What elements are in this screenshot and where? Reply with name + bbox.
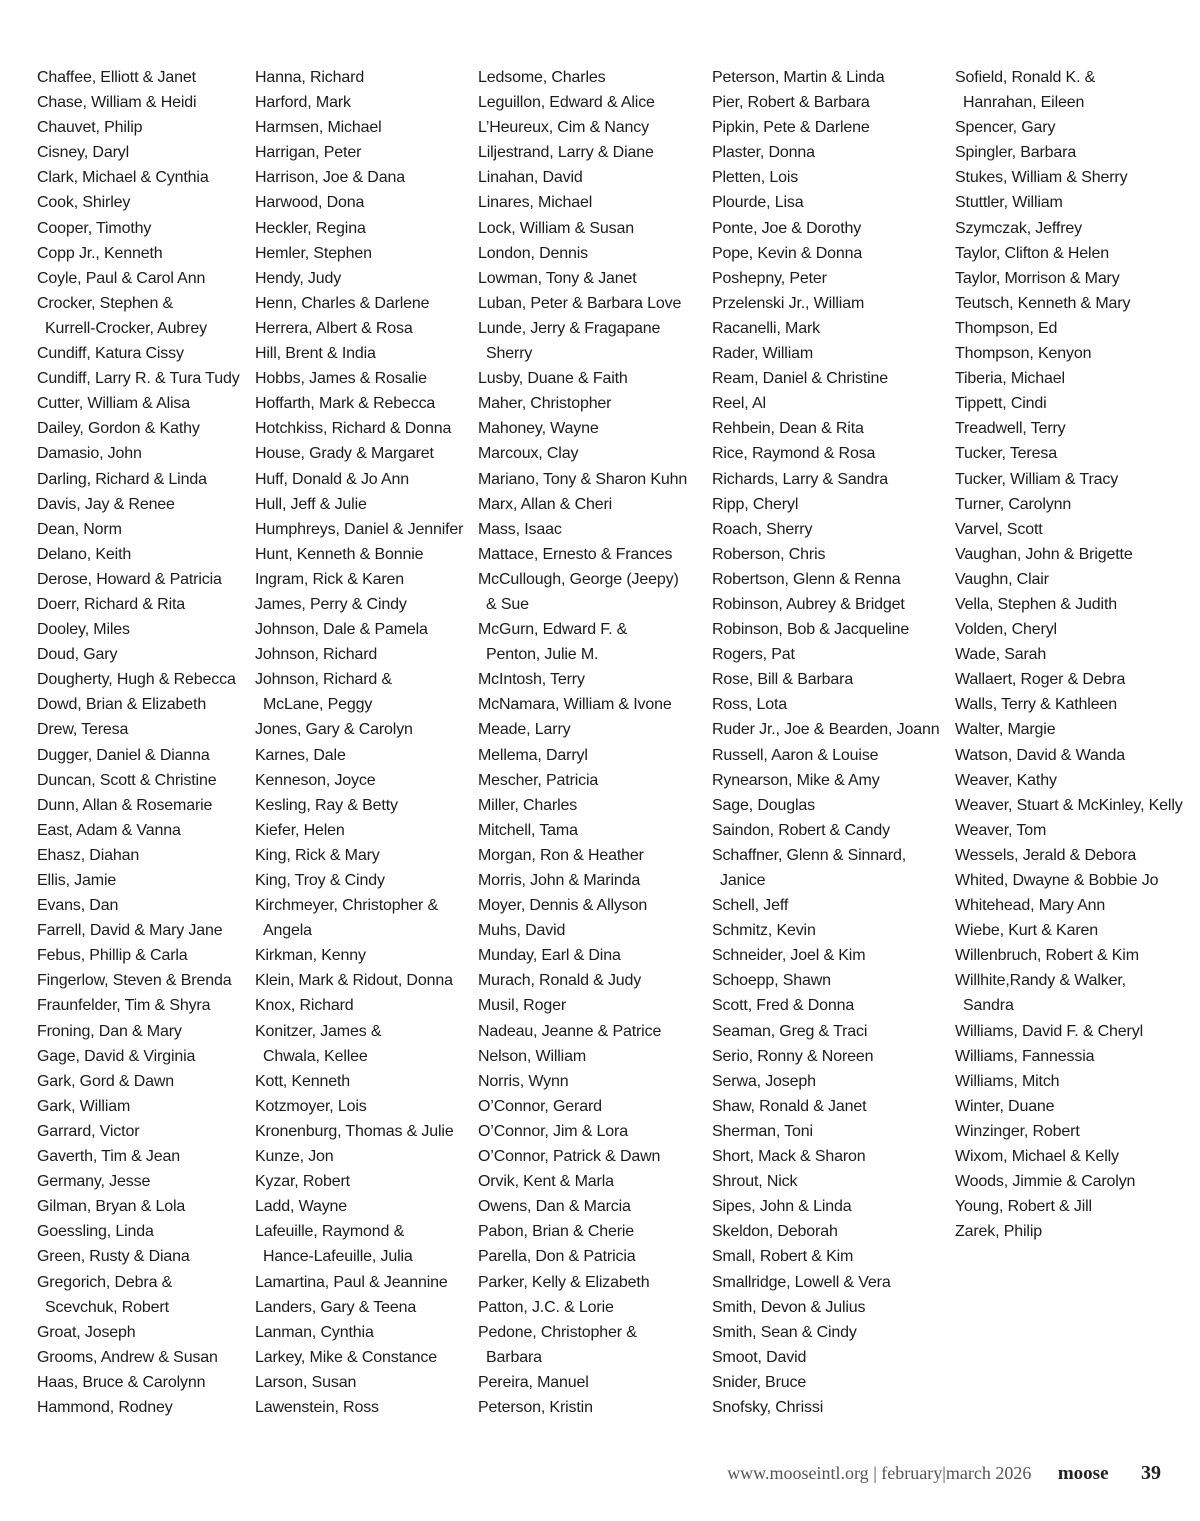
name-entry: Dougherty, Hugh & Rebecca bbox=[37, 671, 236, 689]
name-entry: Clark, Michael & Cynthia bbox=[37, 169, 209, 187]
name-entry: Wixom, Michael & Kelly bbox=[955, 1148, 1119, 1166]
name-entry: Stuttler, William bbox=[955, 194, 1063, 212]
name-entry: Schoepp, Shawn bbox=[712, 972, 831, 990]
name-entry: Schmitz, Kevin bbox=[712, 922, 816, 940]
name-entry: Tucker, Teresa bbox=[955, 445, 1057, 463]
name-entry: Delano, Keith bbox=[37, 545, 132, 563]
name-entry: Lanman, Cynthia bbox=[255, 1323, 374, 1341]
name-entry: Serwa, Joseph bbox=[712, 1072, 816, 1090]
name-entry-continuation: Hance-Lafeuille, Julia bbox=[263, 1248, 413, 1266]
name-entry: Konitzer, James & bbox=[255, 1022, 382, 1040]
name-entry: Short, Mack & Sharon bbox=[712, 1148, 866, 1166]
name-entry: McCullough, George (Jeepy) bbox=[478, 570, 679, 588]
name-entry: Cisney, Daryl bbox=[37, 144, 129, 162]
name-entry: Johnson, Richard & bbox=[255, 671, 392, 689]
name-entry-continuation: Chwala, Kellee bbox=[263, 1047, 368, 1065]
name-entry: Cooper, Timothy bbox=[37, 219, 152, 237]
name-entry: Hanna, Richard bbox=[255, 69, 365, 86]
name-entry: Vella, Stephen & Judith bbox=[955, 595, 1118, 613]
name-entry: Hotchkiss, Richard & Donna bbox=[255, 420, 452, 438]
name-entry: Green, Rusty & Diana bbox=[37, 1248, 190, 1266]
name-entry: Zarek, Philip bbox=[955, 1223, 1042, 1241]
name-entry: Hammond, Rodney bbox=[37, 1398, 173, 1416]
name-entry: Thompson, Kenyon bbox=[955, 345, 1092, 363]
name-entry: Groat, Joseph bbox=[37, 1323, 136, 1341]
name-entry: Herrera, Albert & Rosa bbox=[255, 319, 413, 337]
name-entry: Orvik, Kent & Marla bbox=[478, 1173, 614, 1191]
name-entry: Whitehead, Mary Ann bbox=[955, 897, 1106, 915]
name-entry: Lowman, Tony & Janet bbox=[478, 269, 637, 287]
name-entry: Marcoux, Clay bbox=[478, 445, 579, 463]
name-entry: Walter, Margie bbox=[955, 721, 1056, 739]
name-entry: Treadwell, Terry bbox=[955, 420, 1066, 438]
name-entry: Kenneson, Joyce bbox=[255, 771, 376, 789]
name-entry: Kyzar, Robert bbox=[255, 1173, 350, 1191]
name-entry: Chaffee, Elliott & Janet bbox=[37, 69, 196, 86]
name-entry: Kesling, Ray & Betty bbox=[255, 796, 398, 814]
name-entry: Woods, Jimmie & Carolyn bbox=[955, 1173, 1136, 1191]
name-entry: Ehasz, Diahan bbox=[37, 846, 140, 864]
name-entry: Turner, Carolynn bbox=[955, 495, 1072, 513]
name-entry: Racanelli, Mark bbox=[712, 319, 821, 337]
name-entry: Ellis, Jamie bbox=[37, 872, 117, 889]
name-entry: Chase, William & Heidi bbox=[37, 94, 197, 112]
name-entry: Munday, Earl & Dina bbox=[478, 947, 621, 965]
name-entry: Rader, William bbox=[712, 345, 814, 363]
name-entry: O’Connor, Gerard bbox=[478, 1097, 602, 1115]
name-entry: Pipkin, Pete & Darlene bbox=[712, 119, 870, 137]
footer-issue-date: february|march 2026 bbox=[881, 1463, 1032, 1483]
name-entry: Mescher, Patricia bbox=[478, 771, 599, 789]
name-entry: Hendy, Judy bbox=[255, 269, 342, 287]
name-entry: Ponte, Joe & Dorothy bbox=[712, 219, 862, 237]
name-entry: Poshepny, Peter bbox=[712, 269, 827, 287]
name-entry-continuation: McLane, Peggy bbox=[263, 696, 373, 714]
name-entry: Robinson, Bob & Jacqueline bbox=[712, 621, 910, 639]
name-entry: Saindon, Robert & Candy bbox=[712, 821, 890, 839]
name-entry-continuation: Kurrell-Crocker, Aubrey bbox=[45, 319, 207, 337]
name-entry: Kunze, Jon bbox=[255, 1148, 334, 1166]
name-entry: Reel, Al bbox=[712, 395, 766, 413]
name-entry: Muhs, David bbox=[478, 922, 566, 940]
name-entry: Germany, Jesse bbox=[37, 1173, 151, 1191]
name-entry: Plaster, Donna bbox=[712, 144, 815, 162]
name-entry: Peterson, Kristin bbox=[478, 1398, 593, 1416]
name-entry: Vaughan, John & Brigette bbox=[955, 545, 1133, 563]
name-entry: Johnson, Richard bbox=[255, 646, 378, 664]
name-entry: Mariano, Tony & Sharon Kuhn bbox=[478, 470, 688, 488]
name-entry: Przelenski Jr., William bbox=[712, 294, 865, 312]
name-entry: Gage, David & Virginia bbox=[37, 1047, 196, 1065]
name-entry: Cook, Shirley bbox=[37, 194, 131, 212]
name-entry: James, Perry & Cindy bbox=[255, 595, 407, 613]
name-entry: Parker, Kelly & Elizabeth bbox=[478, 1273, 650, 1291]
name-entry: Lamartina, Paul & Jeannine bbox=[255, 1273, 448, 1291]
name-entry: Gark, William bbox=[37, 1097, 131, 1115]
name-entry: Sipes, John & Linda bbox=[712, 1198, 852, 1216]
name-entry: Pabon, Brian & Cherie bbox=[478, 1223, 635, 1241]
name-entry: Goessling, Linda bbox=[37, 1223, 154, 1241]
name-entry: Mattace, Ernesto & Frances bbox=[478, 545, 673, 563]
name-entry: Pier, Robert & Barbara bbox=[712, 94, 870, 112]
name-entry: Ledsome, Charles bbox=[478, 69, 606, 86]
name-entry: London, Dennis bbox=[478, 244, 588, 262]
name-entry: Gilman, Bryan & Lola bbox=[37, 1198, 186, 1216]
name-entry-continuation: Scevchuk, Robert bbox=[45, 1298, 169, 1316]
name-entry: Nadeau, Jeanne & Patrice bbox=[478, 1022, 662, 1040]
name-entry: Nelson, William bbox=[478, 1047, 586, 1065]
name-entry: Rehbein, Dean & Rita bbox=[712, 420, 864, 438]
footer-separator: | bbox=[873, 1463, 877, 1483]
name-entry: Karnes, Dale bbox=[255, 746, 346, 764]
name-entry: Watson, David & Wanda bbox=[955, 746, 1125, 764]
name-entry: Ripp, Cheryl bbox=[712, 495, 799, 513]
name-entry: Volden, Cheryl bbox=[955, 621, 1057, 639]
name-entry: Froning, Dan & Mary bbox=[37, 1022, 182, 1040]
name-entry: Hoffarth, Mark & Rebecca bbox=[255, 395, 436, 413]
name-entry-continuation: Sherry bbox=[486, 345, 533, 363]
name-entry: Larkey, Mike & Constance bbox=[255, 1348, 437, 1366]
name-entry: Young, Robert & Jill bbox=[955, 1198, 1092, 1216]
name-entry: Larson, Susan bbox=[255, 1373, 357, 1391]
name-entry: McIntosh, Terry bbox=[478, 671, 585, 689]
name-entry: Seaman, Greg & Traci bbox=[712, 1022, 868, 1040]
name-column-2 bbox=[255, 65, 463, 1420]
name-entry: Cutter, William & Alisa bbox=[37, 395, 191, 413]
name-entry: Coyle, Paul & Carol Ann bbox=[37, 269, 206, 287]
name-entry: Doud, Gary bbox=[37, 646, 118, 664]
name-column-4 bbox=[712, 65, 940, 1420]
name-entry: Sofield, Ronald K. & bbox=[955, 69, 1096, 86]
name-entry: Ruder Jr., Joe & Bearden, Joann bbox=[712, 721, 940, 739]
name-entry: Evans, Dan bbox=[37, 897, 119, 915]
name-entry: Plourde, Lisa bbox=[712, 194, 804, 212]
name-column-3 bbox=[478, 65, 687, 1420]
name-entry: Doerr, Richard & Rita bbox=[37, 595, 186, 613]
name-entry-continuation: Hanrahan, Eileen bbox=[963, 94, 1085, 112]
name-entry-continuation: Barbara bbox=[486, 1348, 542, 1366]
name-entry: Hobbs, James & Rosalie bbox=[255, 370, 427, 388]
name-entry: Dean, Norm bbox=[37, 520, 122, 538]
name-entry: Williams, Fannessia bbox=[955, 1047, 1095, 1065]
name-entry: Copp Jr., Kenneth bbox=[37, 244, 163, 262]
name-entry: Gregorich, Debra & bbox=[37, 1273, 173, 1291]
name-entry: Winzinger, Robert bbox=[955, 1122, 1080, 1140]
name-entry: Wessels, Jerald & Debora bbox=[955, 846, 1137, 864]
name-entry: Duncan, Scott & Christine bbox=[37, 771, 217, 789]
name-entry: Parella, Don & Patricia bbox=[478, 1248, 636, 1266]
name-entry: Fraunfelder, Tim & Shyra bbox=[37, 997, 211, 1015]
name-entry: Moyer, Dennis & Allyson bbox=[478, 897, 648, 915]
name-entry: Hull, Jeff & Julie bbox=[255, 495, 367, 513]
name-entry: Cundiff, Larry R. & Tura Tudy bbox=[37, 370, 240, 388]
name-entry: Kiefer, Helen bbox=[255, 821, 345, 839]
name-entry: Thompson, Ed bbox=[955, 319, 1058, 337]
page-number: 39 bbox=[1141, 1462, 1161, 1484]
name-entry: O’Connor, Jim & Lora bbox=[478, 1122, 628, 1140]
name-entry-continuation: & Sue bbox=[486, 595, 529, 613]
name-entry: Derose, Howard & Patricia bbox=[37, 570, 222, 588]
name-entry: Lunde, Jerry & Fragapane bbox=[478, 319, 661, 337]
name-entry: Klein, Mark & Ridout, Donna bbox=[255, 972, 453, 990]
name-entry: Leguillon, Edward & Alice bbox=[478, 94, 655, 112]
name-entry: Ross, Lota bbox=[712, 696, 787, 714]
name-entry: Schell, Jeff bbox=[712, 897, 789, 915]
name-entry: House, Grady & Margaret bbox=[255, 445, 434, 463]
name-entry: Linares, Michael bbox=[478, 194, 593, 212]
name-entry: Davis, Jay & Renee bbox=[37, 495, 175, 513]
name-entry: Lafeuille, Raymond & bbox=[255, 1223, 405, 1241]
name-entry: Ladd, Wayne bbox=[255, 1198, 348, 1216]
name-entry: Crocker, Stephen & bbox=[37, 294, 174, 312]
name-entry: Damasio, John bbox=[37, 445, 142, 463]
name-entry: Meade, Larry bbox=[478, 721, 571, 739]
name-entry: Willenbruch, Robert & Kim bbox=[955, 947, 1139, 965]
name-entry: Sage, Douglas bbox=[712, 796, 816, 814]
name-entry: Cundiff, Katura Cissy bbox=[37, 345, 184, 363]
name-entry: Gark, Gord & Dawn bbox=[37, 1072, 175, 1090]
name-entry: Shrout, Nick bbox=[712, 1173, 798, 1191]
name-entry: Pereira, Manuel bbox=[478, 1373, 589, 1391]
name-entry: Roberson, Chris bbox=[712, 545, 826, 563]
name-entry: Landers, Gary & Teena bbox=[255, 1298, 417, 1316]
name-entry: Kronenburg, Thomas & Julie bbox=[255, 1122, 454, 1140]
name-entry: Liljestrand, Larry & Diane bbox=[478, 144, 654, 162]
name-entry: Murach, Ronald & Judy bbox=[478, 972, 642, 990]
name-entry: Harrison, Joe & Dana bbox=[255, 169, 405, 187]
footer-magazine-name: moose bbox=[1057, 1463, 1109, 1484]
name-entry: Henn, Charles & Darlene bbox=[255, 294, 430, 312]
name-entry: Peterson, Martin & Linda bbox=[712, 69, 885, 86]
name-entry: Winter, Duane bbox=[955, 1097, 1055, 1115]
name-entry: Heckler, Regina bbox=[255, 219, 366, 237]
name-entry: East, Adam & Vanna bbox=[37, 821, 181, 839]
name-entry: Weaver, Stuart & McKinley, Kelly bbox=[955, 796, 1183, 814]
name-entry: Lawenstein, Ross bbox=[255, 1398, 379, 1416]
name-entry: Scott, Fred & Donna bbox=[712, 997, 855, 1015]
name-entry: Rose, Bill & Barbara bbox=[712, 671, 854, 689]
name-entry: Norris, Wynn bbox=[478, 1072, 569, 1090]
name-entry: Schneider, Joel & Kim bbox=[712, 947, 866, 965]
name-entry: Taylor, Clifton & Helen bbox=[955, 244, 1109, 262]
name-entry-continuation: Sandra bbox=[963, 997, 1014, 1015]
name-entry: Kotzmoyer, Lois bbox=[255, 1097, 367, 1115]
name-entry: Chauvet, Philip bbox=[37, 119, 143, 137]
name-entry: Vaughn, Clair bbox=[955, 570, 1049, 588]
name-entry: King, Rick & Mary bbox=[255, 846, 380, 864]
name-entry: Dooley, Miles bbox=[37, 621, 130, 639]
name-entry: Harford, Mark bbox=[255, 94, 351, 112]
name-entry: Dailey, Gordon & Kathy bbox=[37, 420, 200, 438]
name-entry: Huff, Donald & Jo Ann bbox=[255, 470, 409, 488]
name-entry: Dowd, Brian & Elizabeth bbox=[37, 696, 207, 714]
name-entry: Mellema, Darryl bbox=[478, 746, 588, 764]
name-entry: Musil, Roger bbox=[478, 997, 567, 1015]
name-column-5 bbox=[955, 65, 1183, 1244]
name-entry: Hunt, Kenneth & Bonnie bbox=[255, 545, 424, 563]
name-entry: Williams, Mitch bbox=[955, 1072, 1060, 1090]
name-entry: Teutsch, Kenneth & Mary bbox=[955, 294, 1131, 312]
name-entry: Darling, Richard & Linda bbox=[37, 470, 207, 488]
name-entry: Spingler, Barbara bbox=[955, 144, 1077, 162]
name-entry: Linahan, David bbox=[478, 169, 583, 187]
name-entry: Varvel, Scott bbox=[955, 520, 1043, 538]
name-entry-continuation: Janice bbox=[720, 872, 766, 889]
name-entry: Lock, William & Susan bbox=[478, 219, 635, 237]
name-entry: Shaw, Ronald & Janet bbox=[712, 1097, 867, 1115]
name-entry: Knox, Richard bbox=[255, 997, 354, 1015]
name-entry: Tucker, William & Tracy bbox=[955, 470, 1119, 488]
name-entry: Rogers, Pat bbox=[712, 646, 795, 664]
name-entry: Lusby, Duane & Faith bbox=[478, 370, 628, 388]
name-entry: Rynearson, Mike & Amy bbox=[712, 771, 880, 789]
name-entry: Smith, Devon & Julius bbox=[712, 1298, 866, 1316]
name-entry: Morgan, Ron & Heather bbox=[478, 846, 644, 864]
name-entry: Harmsen, Michael bbox=[255, 119, 382, 137]
name-entry: McNamara, William & Ivone bbox=[478, 696, 672, 714]
name-entry: Morris, John & Marinda bbox=[478, 872, 641, 889]
name-entry: Rice, Raymond & Rosa bbox=[712, 445, 876, 463]
name-entry: Robinson, Aubrey & Bridget bbox=[712, 595, 905, 613]
name-entry: Willhite,Randy & Walker, bbox=[955, 972, 1126, 990]
name-entry: Fingerlow, Steven & Brenda bbox=[37, 972, 232, 990]
name-entry: Marx, Allan & Cheri bbox=[478, 495, 613, 513]
name-entry: Mitchell, Tama bbox=[478, 821, 578, 839]
name-entry: Schaffner, Glenn & Sinnard, bbox=[712, 846, 907, 864]
name-entry: Pope, Kevin & Donna bbox=[712, 244, 863, 262]
name-entry: Mahoney, Wayne bbox=[478, 420, 599, 438]
name-entry: Sherman, Toni bbox=[712, 1122, 813, 1140]
name-entry: Garrard, Victor bbox=[37, 1122, 140, 1140]
name-entry: Harwood, Dona bbox=[255, 194, 365, 212]
name-entry: Ingram, Rick & Karen bbox=[255, 570, 405, 588]
name-entry: Wallaert, Roger & Debra bbox=[955, 671, 1126, 689]
name-entry: Roach, Sherry bbox=[712, 520, 813, 538]
name-entry: Ream, Daniel & Christine bbox=[712, 370, 889, 388]
name-entry: Small, Robert & Kim bbox=[712, 1248, 854, 1266]
name-entry: Wiebe, Kurt & Karen bbox=[955, 922, 1098, 940]
name-entry: Mass, Isaac bbox=[478, 520, 562, 538]
name-entry: Dugger, Daniel & Dianna bbox=[37, 746, 210, 764]
name-entry: Hemler, Stephen bbox=[255, 244, 372, 262]
name-entry: Tippett, Cindi bbox=[955, 395, 1047, 413]
name-entry: Richards, Larry & Sandra bbox=[712, 470, 889, 488]
name-entry: Maher, Christopher bbox=[478, 395, 612, 413]
footer-url[interactable]: www.mooseintl.org bbox=[727, 1463, 869, 1483]
name-entry: Szymczak, Jeffrey bbox=[955, 219, 1082, 237]
name-entry: Tiberia, Michael bbox=[955, 370, 1065, 388]
name-entry: Stukes, William & Sherry bbox=[955, 169, 1128, 187]
name-entry: Taylor, Morrison & Mary bbox=[955, 269, 1120, 287]
name-entry: Harrigan, Peter bbox=[255, 144, 362, 162]
name-entry: Farrell, David & Mary Jane bbox=[37, 922, 223, 940]
name-entry: Haas, Bruce & Carolynn bbox=[37, 1373, 206, 1391]
name-column-1 bbox=[37, 65, 240, 1420]
page-footer bbox=[727, 1462, 1161, 1485]
name-entry: Serio, Ronny & Noreen bbox=[712, 1047, 874, 1065]
name-entry: Pletten, Lois bbox=[712, 169, 799, 187]
name-entry: Humphreys, Daniel & Jennifer bbox=[255, 520, 464, 538]
name-entry: Smith, Sean & Cindy bbox=[712, 1323, 857, 1341]
name-entry: Walls, Terry & Kathleen bbox=[955, 696, 1117, 714]
name-entry-continuation: Angela bbox=[263, 922, 312, 940]
name-entry: Williams, David F. & Cheryl bbox=[955, 1022, 1143, 1040]
name-entry: Gaverth, Tim & Jean bbox=[37, 1148, 180, 1166]
name-entry: Jones, Gary & Carolyn bbox=[255, 721, 413, 739]
name-entry: Robertson, Glenn & Renna bbox=[712, 570, 901, 588]
name-entry: Snider, Bruce bbox=[712, 1373, 807, 1391]
name-entry: Russell, Aaron & Louise bbox=[712, 746, 879, 764]
name-entry: Febus, Phillip & Carla bbox=[37, 947, 188, 965]
name-entry: Kirchmeyer, Christopher & bbox=[255, 897, 438, 915]
name-entry: Drew, Teresa bbox=[37, 721, 129, 739]
name-entry: Kirkman, Kenny bbox=[255, 947, 366, 965]
name-entry: Spencer, Gary bbox=[955, 119, 1056, 137]
name-entry: Johnson, Dale & Pamela bbox=[255, 621, 428, 639]
name-entry: Wade, Sarah bbox=[955, 646, 1047, 664]
name-entry: Grooms, Andrew & Susan bbox=[37, 1348, 218, 1366]
name-entry: Luban, Peter & Barbara Love bbox=[478, 294, 682, 312]
name-entry: O’Connor, Patrick & Dawn bbox=[478, 1148, 661, 1166]
name-entry: Whited, Dwayne & Bobbie Jo bbox=[955, 872, 1159, 889]
name-entry: Dunn, Allan & Rosemarie bbox=[37, 796, 213, 814]
name-entry: L’Heureux, Cim & Nancy bbox=[478, 119, 649, 137]
name-entry-continuation: Penton, Julie M. bbox=[486, 646, 599, 664]
name-entry: Pedone, Christopher & bbox=[478, 1323, 637, 1341]
name-entry: Weaver, Tom bbox=[955, 821, 1047, 839]
name-entry: Hill, Brent & India bbox=[255, 345, 376, 363]
name-entry: Snofsky, Chrissi bbox=[712, 1398, 824, 1416]
name-entry: Patton, J.C. & Lorie bbox=[478, 1298, 614, 1316]
name-entry: Smoot, David bbox=[712, 1348, 807, 1366]
name-entry: Skeldon, Deborah bbox=[712, 1223, 838, 1241]
name-entry: King, Troy & Cindy bbox=[255, 872, 385, 889]
name-entry: McGurn, Edward F. & bbox=[478, 621, 628, 639]
name-entry: Smallridge, Lowell & Vera bbox=[712, 1273, 891, 1291]
name-entry: Miller, Charles bbox=[478, 796, 578, 814]
name-entry: Weaver, Kathy bbox=[955, 771, 1057, 789]
name-entry: Kott, Kenneth bbox=[255, 1072, 351, 1090]
name-entry: Owens, Dan & Marcia bbox=[478, 1198, 631, 1216]
